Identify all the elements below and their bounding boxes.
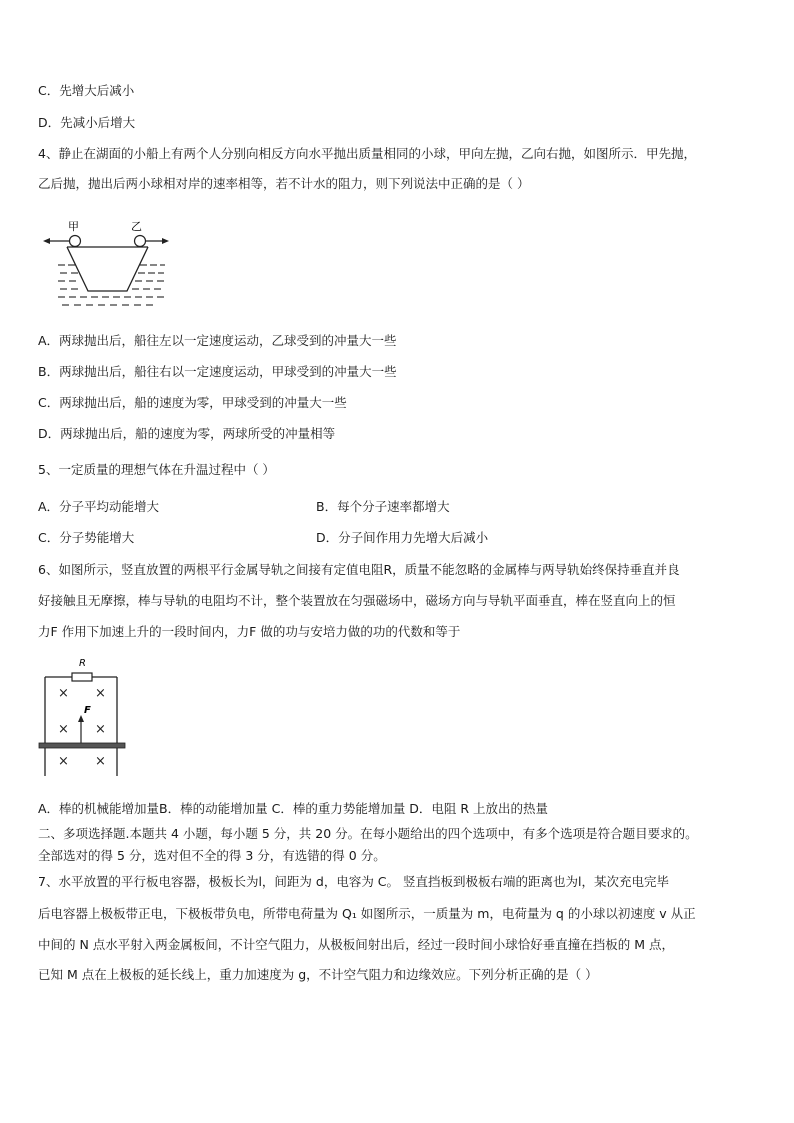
section2-line2: 全部选对的得 5 分，选对但不全的得 3 分，有选错的得 0 分。 <box>38 848 386 863</box>
q5-option-a: A．分子平均动能增大 <box>38 499 160 514</box>
q4-ball-yi <box>135 236 146 247</box>
q4-option-c: C．两球抛出后，船的速度为零，甲球受到的冲量大一些 <box>38 395 347 410</box>
q6-cross: × <box>95 722 106 737</box>
q6-metal-rod <box>39 743 125 748</box>
q6-label-f: F <box>84 705 91 716</box>
q6-stem-line1: 6、如图所示，竖直放置的两根平行金属导轨之间接有定值电阻R，质量不能忽略的金属棒与两导轨始终保持垂直并良 <box>38 562 680 577</box>
q6-cross: × <box>95 686 106 701</box>
q3-option-c: C．先增大后减小 <box>38 83 135 98</box>
q4-stem-line2: 乙后抛，抛出后两小球相对岸的速率相等，若不计水的阻力，则下列说法中正确的是（ ） <box>38 176 530 191</box>
q6-cross: × <box>58 686 69 701</box>
q4-water <box>58 265 165 305</box>
q6-cross: × <box>58 722 69 737</box>
q7-line2: 后电容器上极板带正电，下极板带负电，所带电荷量为 Q₁ 如图所示，一质量为 m，电荷量为 q 的小球以初速度 v 从正 <box>38 906 696 921</box>
q4-label-yi: 乙 <box>131 220 142 233</box>
q5-option-b: B．每个分子速率都增大 <box>316 499 450 514</box>
q6-cross: × <box>58 754 69 769</box>
q5-stem: 5、一定质量的理想气体在升温过程中（ ） <box>38 462 275 477</box>
q4-option-a: A．两球抛出后，船往左以一定速度运动，乙球受到的冲量大一些 <box>38 333 397 348</box>
q6-cross: × <box>95 754 106 769</box>
q4-option-d: D．两球抛出后，船的速度为零，两球所受的冲量相等 <box>38 426 336 441</box>
q4-boat <box>67 247 148 291</box>
q7-line4: 已知 M 点在上极板的延长线上，重力加速度为 g，不计空气阻力和边缘效应。下列分析正确的是（ ） <box>38 967 598 982</box>
q7-line3: 中间的 N 点水平射入两金属板间，不计空气阻力，从极板间射出后，经过一段时间小球恰好垂直撞在挡板的 M 点， <box>38 937 675 952</box>
q4-ball-jia <box>70 236 81 247</box>
q6-stem-line2: 好接触且无摩擦，棒与导轨的电阻均不计，整个装置放在匀强磁场中，磁场方向与导轨平面垂直，棒在竖直向上的恒 <box>38 593 676 608</box>
q6-rail-figure <box>36 655 128 777</box>
q6-options: A．棒的机械能增加量B．棒的动能增加量 C．棒的重力势能增加量 D．电阻 R 上放出的热量 <box>38 801 549 816</box>
q5-option-c: C．分子势能增大 <box>38 530 135 545</box>
q4-boat-figure <box>40 218 175 310</box>
q7-line1: 7、水平放置的平行板电容器，极板长为l，间距为 d，电容为 C。 竖直挡板到极板右端的距离也为l，某次充电完毕 <box>38 874 669 889</box>
q4-label-jia: 甲 <box>68 220 79 233</box>
q3-option-d: D．先减小后增大 <box>38 115 136 130</box>
q4-option-b: B．两球抛出后，船往右以一定速度运动，甲球受到的冲量大一些 <box>38 364 397 379</box>
section2-line1: 二、多项选择题.本题共 4 小题，每小题 5 分，共 20 分。在每小题给出的四个选项中，有多个选项是符合题目要求的。 <box>38 826 698 841</box>
q6-stem-line3: 力F 作用下加速上升的一段时间内，力F 做的功与安培力做的功的代数和等于 <box>38 624 461 639</box>
q6-field-crosses <box>58 686 106 769</box>
q4-stem-line1: 4、静止在湖面的小船上有两个人分别向相反方向水平抛出质量相同的小球，甲向左抛，乙向右抛，如图所示．甲先抛， <box>38 146 696 161</box>
q6-label-r: R <box>79 658 86 669</box>
q6-resistor <box>72 673 92 681</box>
q5-option-d: D．分子间作用力先增大后减小 <box>316 530 489 545</box>
